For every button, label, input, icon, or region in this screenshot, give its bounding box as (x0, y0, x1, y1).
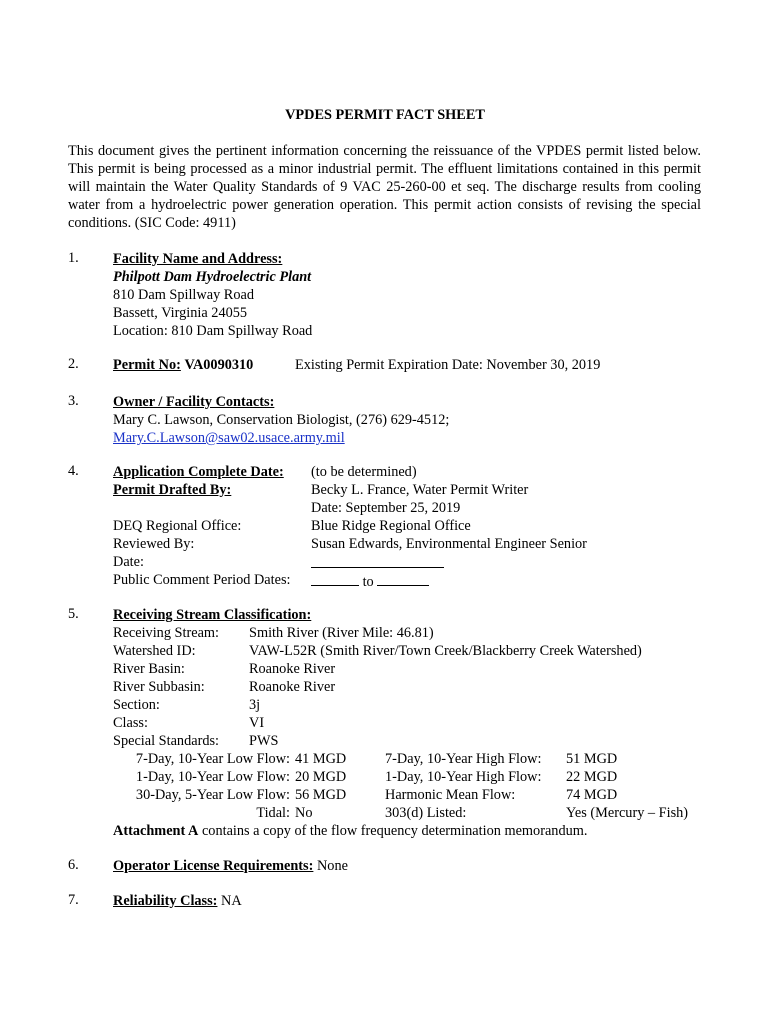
attachment-note (113, 822, 713, 840)
stream-field-value: VAW-L52R (Smith River/Town Creek/Blackberry Creek Watershed) (249, 643, 642, 659)
section-3-contacts (113, 393, 713, 447)
stream-field-row (113, 696, 713, 714)
stream-field-row (113, 624, 713, 642)
stream-field-value: 3j (249, 697, 261, 713)
review-date-label: Date: (113, 554, 144, 570)
section-2-permit (113, 356, 713, 374)
contact-info: Mary C. Lawson, Conservation Biologist, (276) 629-4512; (113, 412, 450, 428)
stream-field-label: Section: (113, 697, 160, 713)
stream-field-label: River Subbasin: (113, 679, 205, 695)
flow-row (113, 768, 713, 786)
section-1-facility (113, 250, 713, 340)
attachment-label: Attachment A (113, 823, 199, 839)
flow-row (113, 786, 713, 804)
section-5-heading: Receiving Stream Classification: (113, 607, 312, 623)
contact-email-link[interactable]: Mary.C.Lawson@saw02.usace.army.mil (113, 430, 345, 446)
flow-value-right: Yes (Mercury – Fish) (566, 805, 689, 821)
stream-fields (113, 624, 713, 750)
section-4-application (113, 463, 713, 589)
flow-value-left: 20 MGD (295, 769, 347, 785)
stream-field-value: Roanoke River (249, 679, 336, 695)
section-5-number: 5. (68, 606, 79, 622)
flow-value-left: 56 MGD (295, 787, 347, 803)
attachment-text: contains a copy of the flow frequency determination memorandum. (198, 823, 588, 839)
permit-expiration: Existing Permit Expiration Date: November 30, 2019 (295, 357, 601, 373)
section-1-number: 1. (68, 250, 79, 266)
stream-field-row (113, 732, 713, 750)
flow-row (113, 750, 713, 768)
flow-label-left: 7-Day, 10-Year Low Flow: (135, 751, 290, 767)
comment-period-to: to (362, 574, 374, 590)
comment-start-blank (311, 571, 359, 586)
stream-field-row (113, 660, 713, 678)
flow-row (113, 804, 713, 822)
stream-field-label: Receiving Stream: (113, 625, 220, 641)
flow-value-right: 74 MGD (566, 787, 618, 803)
stream-field-label: Watershed ID: (113, 643, 196, 659)
stream-field-row (113, 678, 713, 696)
section-3-number: 3. (68, 393, 79, 409)
flow-value-right: 51 MGD (566, 751, 618, 767)
flow-label-left: 30-Day, 5-Year Low Flow: (135, 787, 290, 803)
comment-end-blank (377, 571, 429, 586)
drafted-date: Date: September 25, 2019 (311, 500, 461, 516)
section-4-number: 4. (68, 463, 79, 479)
reliability-class-value: NA (217, 893, 242, 909)
section-6-number: 6. (68, 857, 79, 873)
flow-value-left: 41 MGD (295, 751, 347, 767)
section-3-heading: Owner / Facility Contacts: (113, 394, 275, 410)
flow-value-left: No (295, 805, 313, 821)
stream-field-label: River Basin: (113, 661, 185, 677)
flow-label-right: Harmonic Mean Flow: (385, 787, 516, 803)
section-1-heading: Facility Name and Address: (113, 251, 283, 267)
operator-license-value: None (313, 858, 348, 874)
permit-number: VA0090310 (184, 357, 254, 373)
flow-label-right: 7-Day, 10-Year High Flow: (385, 751, 542, 767)
stream-field-value: VI (249, 715, 265, 731)
flow-label-right: 303(d) Listed: (385, 805, 467, 821)
section-6-operator (113, 857, 713, 875)
application-date-value: (to be determined) (311, 464, 417, 480)
facility-location: Location: 810 Dam Spillway Road (113, 323, 313, 339)
application-date-label: Application Complete Date: (113, 464, 284, 480)
flow-label-right: 1-Day, 10-Year High Flow: (385, 769, 542, 785)
stream-field-value: PWS (249, 733, 279, 749)
stream-field-label: Class: (113, 715, 148, 731)
drafted-by-value: Becky L. France, Water Permit Writer (311, 482, 529, 498)
section-7-reliability (113, 892, 713, 910)
review-date-blank (311, 553, 444, 568)
facility-address-line1: 810 Dam Spillway Road (113, 287, 254, 303)
stream-field-row (113, 714, 713, 732)
stream-field-value: Smith River (River Mile: 46.81) (249, 625, 434, 641)
drafted-by-label: Permit Drafted By: (113, 482, 232, 498)
stream-field-label: Special Standards: (113, 733, 220, 749)
section-7-heading: Reliability Class: (113, 893, 218, 909)
flow-value-right: 22 MGD (566, 769, 618, 785)
stream-field-value: Roanoke River (249, 661, 336, 677)
section-6-heading: Operator License Requirements: (113, 858, 314, 874)
flow-label-left: Tidal: (256, 805, 290, 821)
comment-period-label: Public Comment Period Dates: (113, 572, 291, 588)
document-title: VPDES PERMIT FACT SHEET (285, 107, 485, 123)
regional-office-label: DEQ Regional Office: (113, 518, 242, 534)
regional-office-value: Blue Ridge Regional Office (311, 518, 471, 534)
reviewed-by-label: Reviewed By: (113, 536, 195, 552)
section-7-number: 7. (68, 892, 79, 908)
section-5-stream (113, 606, 713, 840)
section-2-number: 2. (68, 356, 79, 372)
facility-name: Philpott Dam Hydroelectric Plant (113, 269, 312, 285)
intro-paragraph: This document gives the pertinent information concerning the reissuance of the VPDES permit listed below. This permit is being processed as a minor industrial permit. The effluent limitations contained in this permit will maintain the Water Quality Standards of 9 VAC 25-260-00 et seq. The discharge results from cooling water from a hydroelectric power generation operation. This permit action consists of revising the special conditions. (SIC Code: 4911) (68, 143, 701, 231)
facility-address-line2: Bassett, Virginia 24055 (113, 305, 248, 321)
reviewed-by-value: Susan Edwards, Environmental Engineer Senior (311, 536, 587, 552)
flow-rows (113, 750, 713, 822)
section-2-heading: Permit No: (113, 357, 181, 373)
flow-label-left: 1-Day, 10-Year Low Flow: (135, 769, 290, 785)
stream-field-row (113, 642, 713, 660)
